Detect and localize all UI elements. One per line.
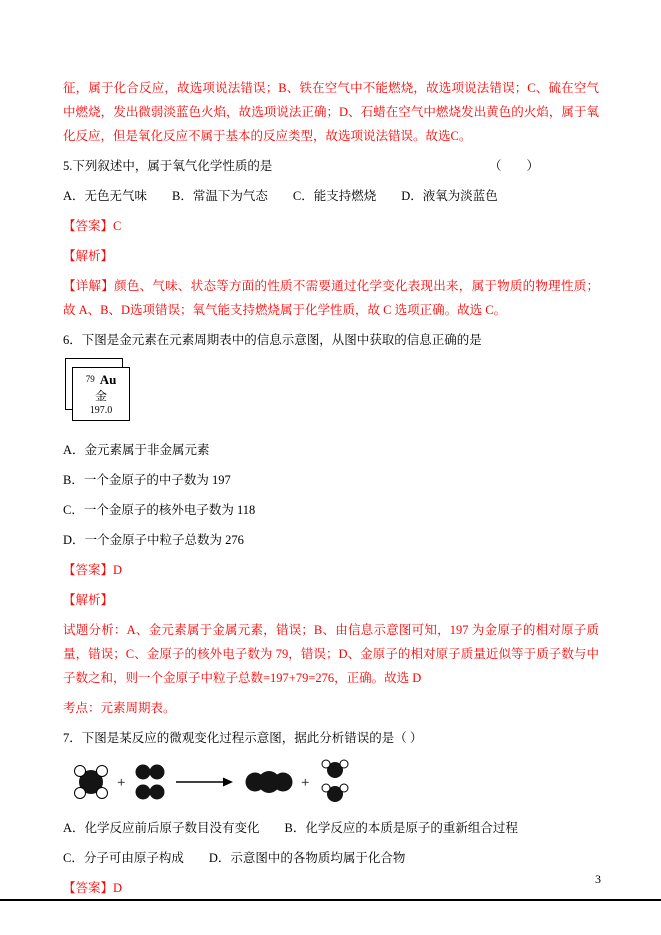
molecule-water-pair [322,760,348,802]
q5-stem [63,154,599,178]
q6-option-a: A．金元素属于非金属元素 [63,443,210,457]
molecule-methane [75,766,108,799]
reaction-diagram-figure [63,756,599,808]
element-atomic-mass: 197.0 [89,405,113,416]
element-name: 金 [94,389,107,403]
q7-options-line2: C．分子可由原子构成 D．示意图中的各物质均属于化合物 [63,851,406,865]
reaction-diagram [63,756,383,808]
page-bottom-border [0,899,661,901]
q6-option-c: C．一个金原子的核外电子数为 118 [63,503,256,517]
q6-stem: 6．下图是金元素在元素周期表中的信息示意图，从图中获取的信息正确的是 [63,333,482,347]
reaction-arrow [176,778,233,787]
page-number: 3 [595,872,601,886]
q5-options: A．无色无气味 B．常温下为气态 C．能支持燃烧 D．液氧为淡蓝色 [63,189,498,203]
q5-stem-text: 5.下列叙述中，属于氧气化学性质的是 [63,159,273,173]
q5-analysis-label: 【解析】 [63,249,114,263]
q6-exam-point: 考点：元素周期表。 [63,701,176,715]
molecule-carbon-dioxide [246,771,293,793]
q6-option-d: D．一个金原子中粒子总数为 276 [63,533,244,547]
page-content [63,76,599,906]
q6-answer: 【答案】D [63,563,123,577]
element-cell-top-row [73,373,129,386]
q6-analysis-text: 试题分析：A、金元素属于金属元素，错误；B、由信息示意图可知，197 为金原子的相对原子质量，错误；C、金原子的核外电子数为 79，错误；D、金原子的相对原子质量近似等于质子数与中子数之和，则一个金原子中粒子总数=197+79=276，正确。故选 D [63,623,599,685]
element-symbol: Au [99,372,117,387]
q5-answer: 【答案】C [63,219,122,233]
q6-option-b: B．一个金原子的中子数为 197 [63,473,231,487]
q6-analysis-label: 【解析】 [63,593,114,607]
plus-sign: + [117,775,126,791]
q5-analysis-detail: 【详解】颜色、气味、状态等方面的性质不需要通过化学变化表现出来，属于物质的物理性质；故 A、B、D选项错误；氧气能支持燃烧属于化学性质，故 C 选项正确。故选 C。 [63,279,599,317]
atomic-number: 79 [85,374,95,384]
q5-answer-bracket: （ ） [488,159,539,173]
q7-options-line1: A．化学反应前后原子数目没有变化 B．化学反应的本质是原子的重新组合过程 [63,821,518,835]
gold-element-cell-figure [65,358,145,424]
q4-analysis-text: 征，属于化合反应，故选项说法错误；B、铁在空气中不能燃烧，故选项说法错误；C、硫在空气中燃烧，发出微弱淡蓝色火焰，故选项说法正确；D、石蜡在空气中燃烧发出黄色的火焰，属于氧化反应，但是氧化反应不属于基本的反应类型，故选项说法错误。故选C。 [63,81,599,143]
element-cell-front-face [72,367,130,421]
q7-stem: 7．下图是某反应的微观变化过程示意图，据此分析错误的是（ ） [63,731,423,745]
plus-sign-2: + [301,775,310,791]
q7-answer: 【答案】D [63,881,123,895]
molecule-oxygen-pair [136,765,165,800]
